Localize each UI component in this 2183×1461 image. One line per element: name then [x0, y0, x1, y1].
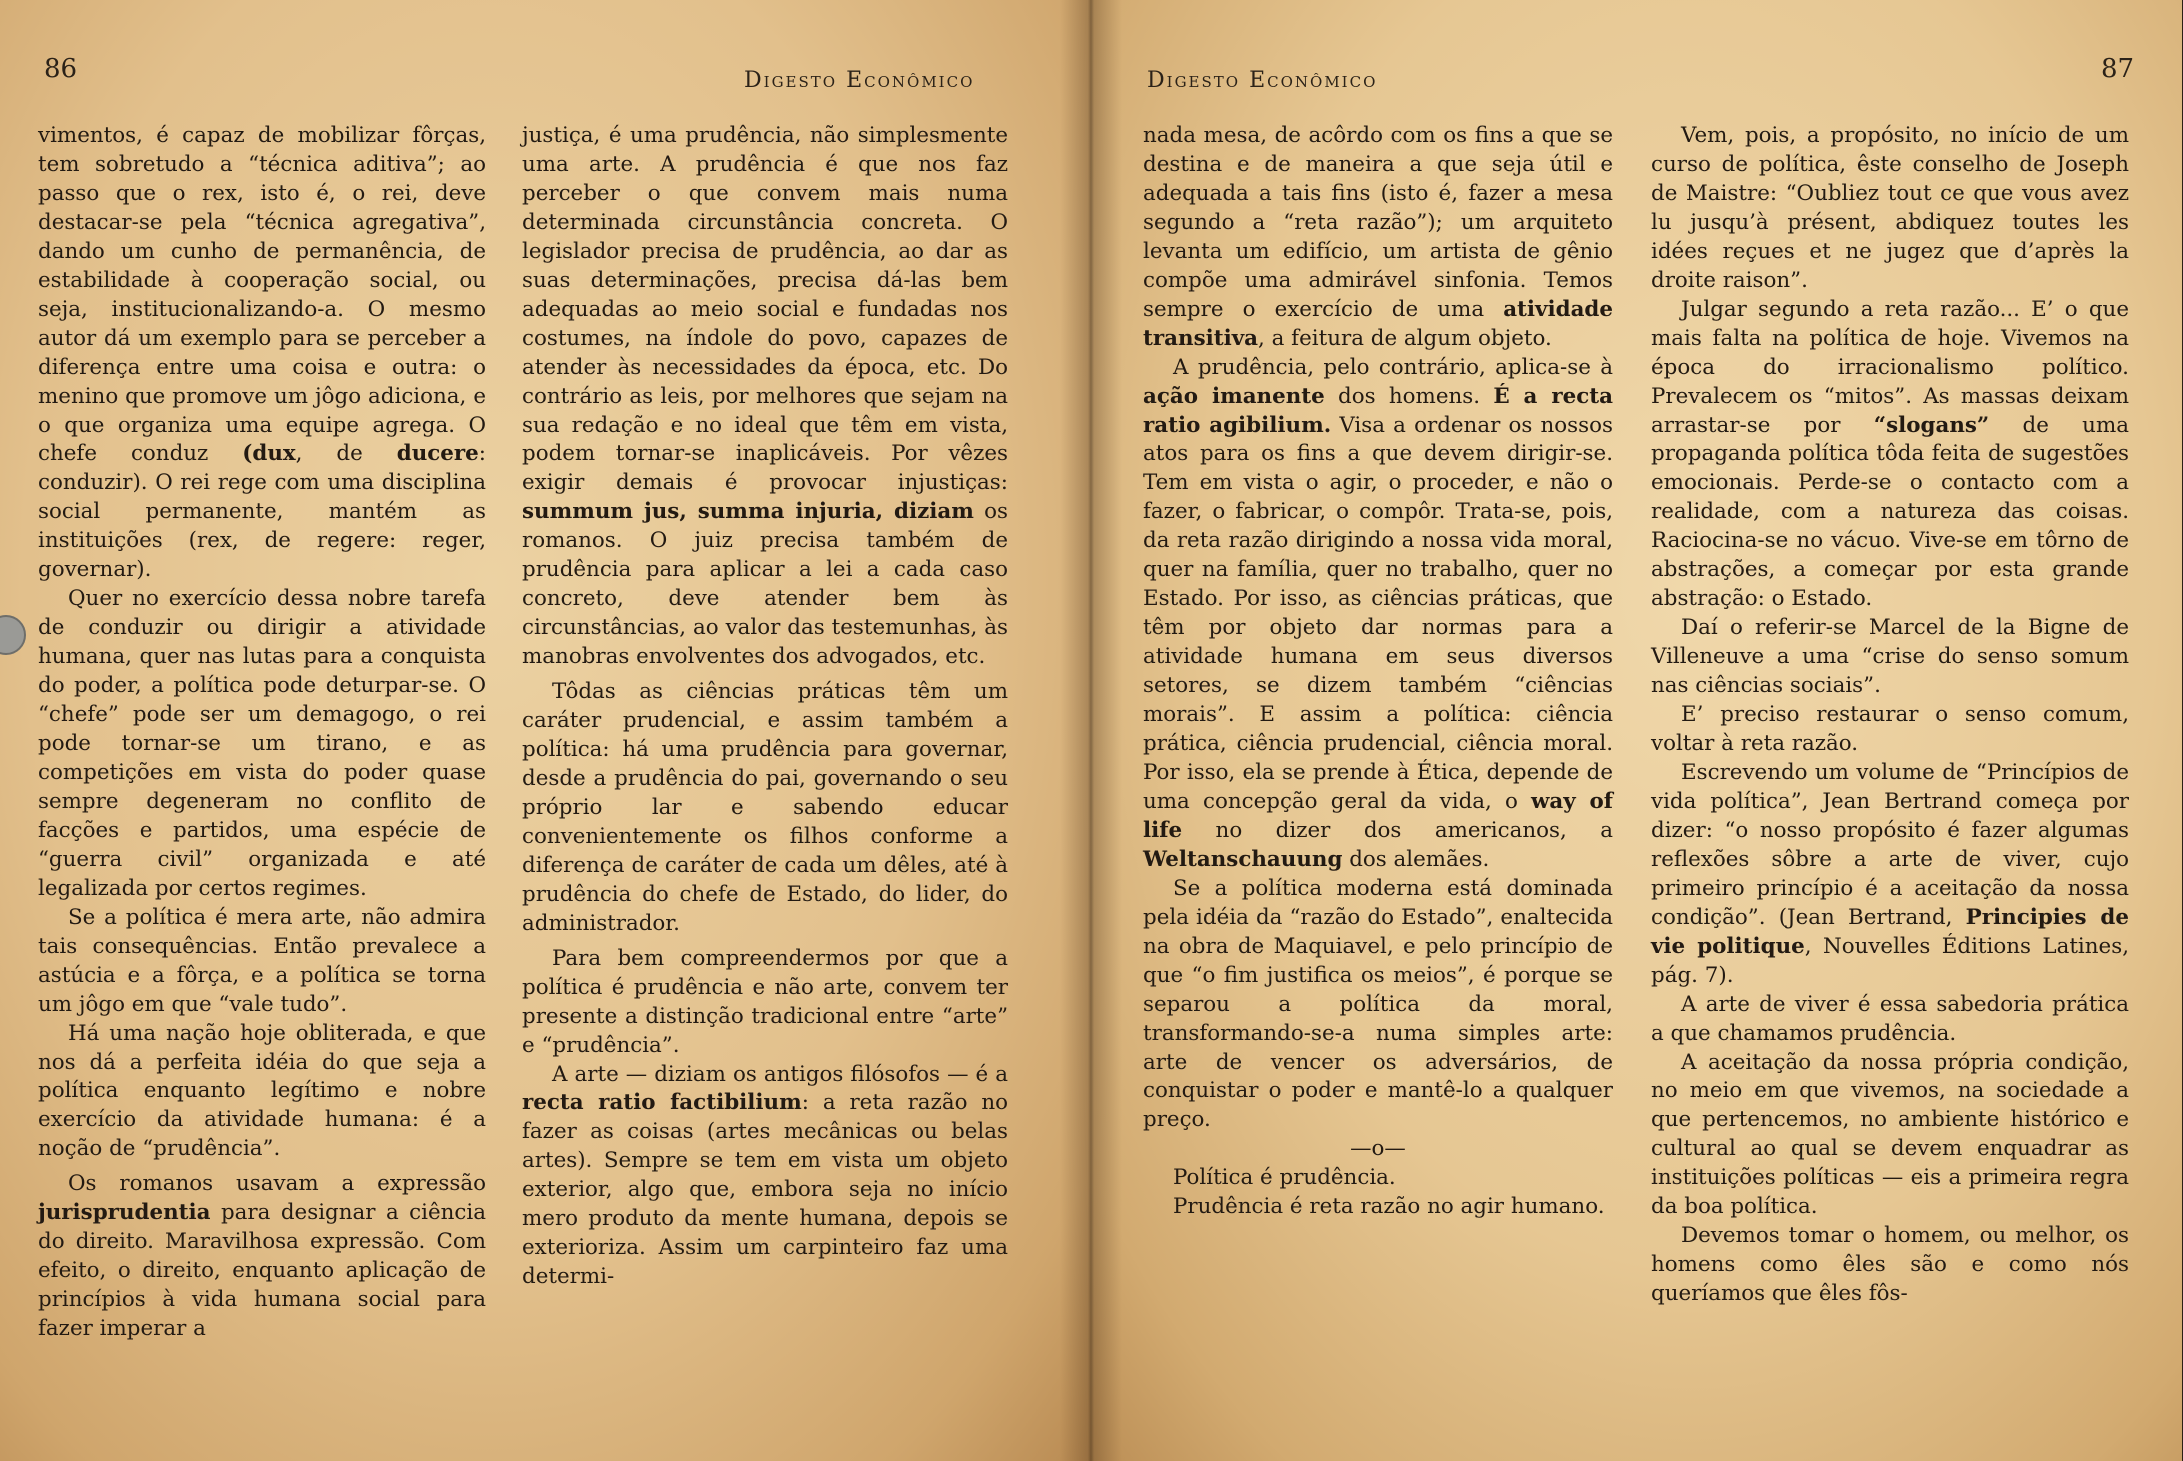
text-run: A arte — diziam os antigos filósofos — é a — [552, 1061, 1008, 1087]
column-2 — [1651, 122, 2129, 1309]
paragraph — [522, 122, 1008, 672]
text-run: Vem, pois, a propósito, no início de um curso de política, êste conselho de Joseph de Maistre: “Oubliez tout ce que vous avez lu jusqu’à présent, abdiquez toutes les idées reçues et ne jugez que d’après la droite raison”. — [1651, 123, 2129, 293]
running-head: Digesto Econômico — [1147, 68, 1378, 93]
text-run: Tôdas as ciências práticas têm um caráter prudencial, e assim também a política: há uma prudência para governar, desde a prudência do pai, governando o seu próprio lar e sabendo educar convenientemente os filhos conforme a diferença de caráter de cada um dêles, até à prudência do chefe de Estado, do lider, do administrador. — [522, 679, 1008, 936]
emphasis-text: Weltanschauung — [1143, 846, 1343, 872]
left-page — [0, 0, 1091, 1461]
text-run: Prudência é reta razão no agir humano. — [1173, 1194, 1605, 1220]
right-page — [1091, 0, 2182, 1461]
text-run: Se a política é mera arte, não admira tais consequências. Então prevalece a astúcia e a fôrça, e a política se torna um jôgo em que “vale tudo”. — [38, 904, 486, 1017]
text-run: Se a política moderna está dominada pela idéia da “razão do Estado”, enaltecida na obra de Maquiavel, e pelo princípio de que “o fim justifica os meios”, é porque se separou a política da moral, transformando-se-a numa simples arte: arte de vencer os adversários, de conquistar o poder e mantê-lo a qualquer preço. — [1143, 875, 1613, 1133]
paragraph — [38, 585, 486, 903]
paragraph — [1143, 122, 1613, 354]
paragraph — [1143, 1164, 1613, 1193]
paragraph — [1143, 875, 1613, 1136]
paragraph — [1651, 759, 2129, 991]
running-head: Digesto Econômico — [744, 68, 975, 93]
text-run: vimentos, é capaz de mobilizar fôrças, tem sobretudo a “técnica aditiva”; ao passo que o rex, isto é, o rei, deve destacar-se pela “técnica agregativa”, dando um cunho de permanência, de estabilidade à cooperação social, ou seja, institucionalizando-a. O mesmo autor dá um exemplo para se perceber a diferença entre uma coisa e outra: o menino que promove um jôgo adiciona, e o que organiza uma equipe agrega. O chefe conduz — [38, 123, 486, 467]
paragraph — [1143, 354, 1613, 875]
text-run: os romanos. O juiz precisa também de prudência para aplicar a lei a cada caso concreto, deve atender bem às circunstâncias, ao valor das testemunhas, às manobras envolventes dos advogados, etc. — [522, 499, 1008, 670]
text-run: Julgar segundo a reta razão... E’ o que mais falta na política de hoje. Vivemos na época do irracionalismo político. Prevalecem os “mitos”. As massas deixam arrastar-se por — [1651, 296, 2129, 438]
text-run: Os romanos usavam a expressão — [68, 1171, 486, 1197]
emphasis-text: ação imanente — [1143, 383, 1325, 409]
paragraph — [1651, 614, 2129, 701]
text-run: de uma propaganda política tôda feita de sugestões emocionais. Perde-se o contacto com a realidade, com a natureza das coisas. Raciocina-se no vácuo. Vive-se em tôrno de abstrações, a começar por esta grande abstração: o Estado. — [1651, 412, 2129, 612]
paragraph — [522, 945, 1008, 1061]
page-number: 87 — [2101, 54, 2135, 84]
paragraph — [1651, 991, 2129, 1049]
text-run: , Nouvelles Éditions Latines, pág. 7). — [1651, 933, 2129, 988]
text-run: : conduzir). O rei rege com uma disciplina social permanente, mantém as instituições (rex, de regere: reger, governar). — [38, 441, 486, 583]
paragraph — [1651, 1222, 2129, 1309]
text-run: dos homens. — [1324, 383, 1494, 409]
text-run: A aceitação da nossa própria condição, no meio em que vivemos, na sociedade a que pertencemos, no ambiente histórico e cultural ao qual se devem enquadrar as instituições políticas — eis a primeira regra da boa política. — [1651, 1049, 2129, 1220]
text-run: Daí o referir-se Marcel de la Bigne de Villeneuve a uma “crise do senso somum nas ciências sociais”. — [1651, 615, 2129, 699]
column-2 — [522, 122, 1008, 1292]
emphasis-text: “slogans” — [1873, 412, 1990, 438]
emphasis-text: way of life — [1143, 788, 1613, 843]
emphasis-text: (dux — [242, 441, 296, 467]
emphasis-text: atividade transitiva — [1143, 296, 1613, 351]
paragraph — [1651, 701, 2129, 759]
text-run: no dizer dos americanos, a — [1182, 817, 1613, 843]
paragraph — [38, 1170, 486, 1344]
paragraph — [1651, 1049, 2129, 1223]
text-run: , a feitura de algum objeto. — [1258, 325, 1552, 351]
text-run: Escrevendo um volume de “Princípios de vida política”, Jean Bertrand começa por dizer: “o nosso propósito é fazer algumas reflexões sôbre a arte de viver, cujo primeiro princípio é a aceitação da nossa condição”. (Jean Bertrand, — [1651, 759, 2129, 930]
text-run: para designar a ciência do direito. Maravilhosa expressão. Com efeito, o direito, enquanto aplicação de princípios à vida humana social para fazer imperar a — [38, 1200, 486, 1342]
text-run: dos alemães. — [1342, 846, 1490, 872]
text-run: , de — [295, 441, 397, 467]
column-1 — [38, 122, 486, 1344]
paragraph — [522, 1061, 1008, 1293]
text-run: A arte de viver é essa sabedoria prática a que chamamos prudência. — [1651, 991, 2129, 1046]
text-run: A prudência, pelo contrário, aplica-se à — [1173, 354, 1613, 380]
emphasis-text: jurisprudentia — [38, 1200, 211, 1226]
paragraph — [522, 678, 1008, 939]
column-1 — [1143, 122, 1613, 1222]
text-run: justiça, é uma prudência, não simplesmente uma arte. A prudência é que nos faz perceber o que convem mais numa determinada circunstância concreta. O legislador precisa de prudência, ao dar as suas determinações, precisa dá-las bem adequadas ao meio social e fundadas nos costumes, na índole do povo, capazes de atender às necessidades da época, etc. Do contrário as leis, por melhores que sejam na sua redação e no ideal que têm em vista, podem tornar-se inaplicáveis. Por vêzes exigir demais é provocar injustiças: — [522, 123, 1008, 496]
emphasis-text: Principies de vie politique — [1651, 904, 2130, 959]
paragraph — [1143, 1193, 1613, 1222]
text-run: Há uma nação hoje obliterada, e que nos dá a perfeita idéia do que seja a política enquanto legítimo e nobre exercício da atividade humana: é a noção de “prudência”. — [38, 1020, 486, 1162]
punch-hole — [0, 615, 26, 655]
paragraph — [38, 122, 486, 585]
paragraph — [1651, 122, 2129, 296]
paragraph — [38, 904, 486, 1020]
text-run: Devemos tomar o homem, ou melhor, os homens como êles são e como nós queríamos que êles fôs- — [1651, 1223, 2129, 1307]
text-run: Quer no exercício dessa nobre tarefa de conduzir ou dirigir a atividade humana, quer nas lutas para a conquista do poder, a política pode deturpar-se. O “chefe” pode ser um demagogo, o rei pode tornar-se um tirano, e as competições em vista do poder quase sempre degeneram no conflito de facções e partidos, uma espécie de “guerra civil” organizada e até legalizada por certos regimes. — [38, 586, 486, 901]
paragraph — [1143, 1135, 1613, 1164]
text-run: nada mesa, de acôrdo com os fins a que se destina e de maneira a que seja útil e adequada a tais fins (isto é, fazer a mesa segundo a “reta razão”); um arquiteto levanta um edifício, um artista de gênio compõe uma admirável sinfonia. Temos sempre o exercício de uma — [1143, 123, 1613, 322]
emphasis-text: É a recta ratio agibilium. — [1143, 383, 1613, 438]
emphasis-text: recta ratio factibilium — [522, 1090, 802, 1116]
text-run: Política é prudência. — [1173, 1165, 1396, 1191]
paragraph — [38, 1020, 486, 1165]
emphasis-text: summum jus, summa injuria, diziam — [522, 499, 974, 525]
text-run: : a reta razão no fazer as coisas (artes mecânicas ou belas artes). Sempre se tem em vista um objeto exterior, algo que, embora seja no início mero produto da mente humana, depois se exterioriza. Assim um carpinteiro faz uma determi- — [522, 1090, 1008, 1290]
emphasis-text: ducere — [396, 441, 479, 467]
text-run: E’ preciso restaurar o senso comum, voltar à reta razão. — [1651, 702, 2129, 757]
text-run: —o— — [1350, 1136, 1406, 1162]
paragraph — [1651, 296, 2129, 614]
text-run: Visa a ordenar os nossos atos para os fins a que devem dirigir-se. Tem em vista o agir, o proceder, e não o fazer, o fabricar, o compôr. Trata-se, pois, da reta razão dirigindo a nossa vida moral, quer na família, quer no trabalho, quer no Estado. Por isso, as ciências práticas, que têm por objeto dar normas para a atividade humana em seus diversos setores, se dizem também “ciências morais”. E assim a política: ciência prática, ciência prudencial, ciência moral. Por isso, ela se prende à Ética, depende de uma concepção geral da vida, o — [1143, 412, 1613, 814]
page-number: 86 — [44, 54, 78, 84]
text-run: Para bem compreendermos por que a política é prudência e não arte, convem ter presente a distinção tradicional entre “arte” e “prudência”. — [522, 945, 1008, 1058]
